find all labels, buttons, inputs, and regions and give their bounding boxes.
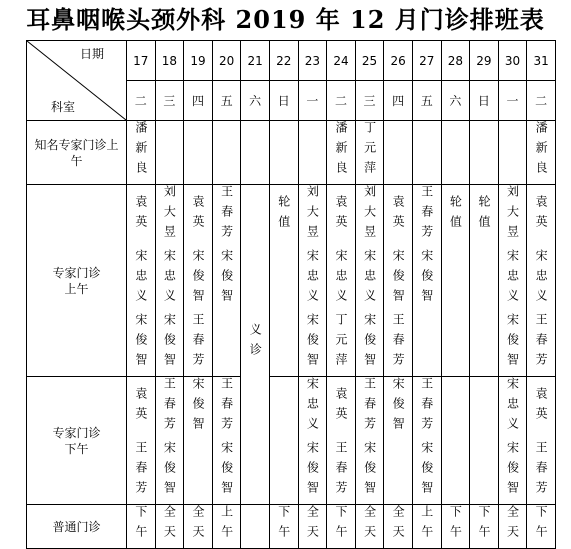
dept-expert-am [27,185,127,377]
weekday-cell [327,81,356,121]
expert-pm-2-cell-text: 王春芳 [534,440,549,501]
expert-am-1-cell [184,185,213,249]
expert-am-2-cell-text: 宋忠义 [162,249,177,309]
weekday-cell [269,81,298,121]
expert-pm-2-cell [470,441,499,505]
general-cell [241,505,270,549]
expert-am-1-cell-text: 刘大昱 [162,185,177,246]
expert-am-2-cell-text: 宋忠义 [362,249,377,309]
expert-am-2-cell-text: 宋忠义 [505,249,520,309]
general-cell [384,505,413,549]
general-cell-text: 全天 [305,505,320,545]
expert-am-2-cell [527,249,556,313]
date-cell: 23 [298,41,327,81]
expert-pm-1-cell [470,377,499,441]
general-cell [212,505,241,549]
expert-pm-1-cell [412,377,441,441]
famous-am-cell [155,121,184,185]
expert-am-1-cell-text: 袁英 [333,195,348,236]
expert-pm-1-cell-text: 袁英 [133,387,148,428]
famous-am-cell-text: 潘新良 [133,121,148,181]
weekday-text: 日 [477,93,490,108]
weekday-text: 五 [420,93,433,108]
date-cell: 19 [184,41,213,81]
expert-pm-2-cell [298,441,327,505]
expert-pm-2-cell [498,441,527,505]
weekday-text: 日 [277,93,290,108]
expert-am-1-cell [527,185,556,249]
expert-am-2-cell [184,249,213,313]
expert-pm-2-cell-text: 王春芳 [133,440,148,501]
dept-expert-pm [27,377,127,505]
expert-am-3-cell-text: 丁元萍 [333,312,348,373]
expert-pm-2-cell-text: 宋俊智 [505,440,520,501]
expert-pm-1-cell [327,377,356,441]
expert-pm-2-cell [441,441,470,505]
date-cell: 17 [127,41,156,81]
expert-pm-1-cell-text: 宋俊智 [191,377,205,438]
expert-am-1-cell-text: 刘大昱 [362,185,377,246]
expert-pm-2-cell-text: 王春芳 [333,440,348,501]
weekday-text: 三 [363,93,376,108]
expert-pm-1-cell-text: 宋忠义 [305,377,320,438]
expert-am-1-cell-text: 轮值 [448,195,463,236]
general-cell [269,505,298,549]
general-cell [498,505,527,549]
header-corner [27,41,127,121]
weekday-cell [155,81,184,121]
general-cell [470,505,499,549]
expert-pm-1-cell [384,377,413,441]
expert-am-1-cell [269,185,298,249]
expert-pm-1-cell-text: 王春芳 [219,377,234,438]
weekday-cell [412,81,441,121]
expert-am-2-cell-text: 宋忠义 [333,249,348,309]
weekday-text: 五 [220,93,233,108]
date-row [27,41,556,81]
expert-am-2-cell [441,249,470,313]
weekday-cell [470,81,499,121]
row-general [27,505,556,549]
general-cell-text: 下午 [534,505,549,545]
date-cell: 29 [470,41,499,81]
general-cell-text: 上午 [419,505,434,545]
expert-am-1-cell [498,185,527,249]
expert-am-1-cell-text: 袁英 [534,195,549,236]
expert-pm-1-cell [441,377,470,441]
general-cell-text: 下午 [333,505,348,545]
general-cell-text: 全天 [391,505,406,545]
expert-am-2-cell-text: 宋忠义 [133,249,148,309]
corner-diagonal [27,41,126,120]
expert-am-1-cell [441,185,470,249]
expert-am-3-cell-text: 王春芳 [191,312,205,373]
expert-am-3-cell-text: 宋俊智 [305,312,320,373]
expert-am-1-cell [212,185,241,249]
general-cell-text: 全天 [162,505,177,545]
expert-pm-2-cell-text: 宋俊智 [305,440,320,501]
weekday-cell [384,81,413,121]
expert-pm-1-cell [498,377,527,441]
expert-pm-2-cell [327,441,356,505]
weekday-text: 四 [191,93,204,108]
expert-pm-2-cell [155,441,184,505]
general-cell [327,505,356,549]
expert-am-2-cell-text: 宋忠义 [305,249,320,309]
general-cell [527,505,556,549]
expert-am-2-cell-text: 宋俊智 [391,249,406,309]
general-cell [298,505,327,549]
general-cell [355,505,384,549]
famous-am-cell [355,121,384,185]
date-cell: 22 [269,41,298,81]
general-cell-text: 全天 [191,505,205,545]
expert-am-3-cell [384,313,413,377]
weekday-text: 二 [134,93,147,108]
weekday-text: 二 [334,93,347,108]
famous-am-cell [184,121,213,185]
famous-am-cell [441,121,470,185]
general-cell-text: 下午 [476,505,491,545]
date-cell: 24 [327,41,356,81]
expert-pm-2-cell [127,441,156,505]
expert-pm-1-cell-text: 王春芳 [162,377,177,438]
expert-am-3-cell [184,313,213,377]
dept-label: 科室 [51,100,76,114]
expert-am-2-cell [355,249,384,313]
famous-am-cell [298,121,327,185]
weekday-cell [355,81,384,121]
general-cell-text: 下午 [133,505,148,545]
date-cell: 28 [441,41,470,81]
weekday-text: 六 [449,93,462,108]
expert-am-2-cell [127,249,156,313]
expert-pm-1-cell [127,377,156,441]
famous-am-cell [498,121,527,185]
dept-famous-am-label: 知名专家门诊上午 [34,137,119,168]
date-cell: 25 [355,41,384,81]
expert-am-1-cell [412,185,441,249]
famous-am-cell [212,121,241,185]
row-expert-am-1 [27,185,556,249]
general-cell-text: 全天 [505,505,520,545]
expert-am-1-cell-text: 刘大昱 [505,185,520,246]
expert-pm-1-cell [355,377,384,441]
expert-am-1-cell [384,185,413,249]
expert-pm-2-cell-text: 宋俊智 [219,440,234,501]
expert-am-3-cell [441,313,470,377]
famous-am-cell [384,121,413,185]
page-title: 耳鼻咽喉头颈外科 2019 年 12 月门诊排班表 [26,5,545,34]
date-cell: 27 [412,41,441,81]
expert-am-1-cell-text: 袁英 [133,195,148,236]
expert-pm-2-cell [384,441,413,505]
expert-am-1-cell-text: 刘大昱 [305,185,320,246]
dept-famous-am [27,121,127,185]
expert-pm-2-cell [269,441,298,505]
expert-pm-1-cell [155,377,184,441]
date-cell: 20 [212,41,241,81]
expert-am-1-cell [127,185,156,249]
expert-am-2-cell-text: 宋忠义 [534,249,549,309]
expert-am-2-cell [212,249,241,313]
general-cell-text: 全天 [362,505,377,545]
expert-am-3-cell-text: 宋俊智 [133,312,148,373]
expert-pm-1-cell [298,377,327,441]
expert-am-1-cell [155,185,184,249]
expert-am-3-cell-text: 王春芳 [534,312,549,373]
famous-am-cell [269,121,298,185]
weekday-cell [127,81,156,121]
general-cell-text: 下午 [448,505,463,545]
expert-pm-2-cell [212,441,241,505]
general-cell-text: 上午 [219,505,234,545]
expert-am-3-cell [355,313,384,377]
expert-am-2-cell [384,249,413,313]
famous-am-cell [412,121,441,185]
famous-am-cell [470,121,499,185]
expert-am-2-cell [412,249,441,313]
expert-am-2-cell [470,249,499,313]
weekday-text: 一 [306,93,319,108]
weekday-cell [241,81,270,121]
famous-am-cell [527,121,556,185]
expert-pm-1-cell [212,377,241,441]
expert-pm-2-cell [412,441,441,505]
free-clinic-text: 义诊 [248,323,263,363]
expert-am-3-cell-text: 宋俊智 [505,312,520,373]
famous-am-cell [127,121,156,185]
weekday-cell [498,81,527,121]
famous-am-cell-text: 潘新良 [534,121,549,181]
expert-am-1-cell [327,185,356,249]
weekday-cell [212,81,241,121]
general-cell [127,505,156,549]
date-cell: 31 [527,41,556,81]
expert-am-3-cell [155,313,184,377]
famous-am-cell-text: 潘新良 [333,121,348,181]
expert-am-3-cell [127,313,156,377]
expert-pm-1-cell-text: 王春芳 [419,377,434,438]
expert-pm-2-cell [527,441,556,505]
expert-am-3-cell [412,313,441,377]
expert-pm-1-cell-text: 袁英 [333,387,348,428]
dept-expert-pm-label: 专家门诊下午 [52,425,101,456]
free-clinic-cell [241,185,270,505]
expert-am-3-cell [212,313,241,377]
weekday-cell [298,81,327,121]
expert-pm-2-cell [184,441,213,505]
expert-pm-2-cell-text: 宋俊智 [162,440,177,501]
dept-expert-am-label: 专家门诊上午 [52,265,101,296]
weekday-cell [527,81,556,121]
general-cell [155,505,184,549]
expert-am-2-cell [155,249,184,313]
weekday-cell [184,81,213,121]
expert-am-2-cell [298,249,327,313]
expert-am-3-cell-text: 宋俊智 [362,312,377,373]
expert-pm-1-cell [527,377,556,441]
expert-pm-1-cell [269,377,298,441]
expert-am-1-cell [355,185,384,249]
general-cell [184,505,213,549]
expert-am-1-cell-text: 袁英 [191,195,205,236]
row-expert-pm-1 [27,377,556,441]
weekday-cell [441,81,470,121]
expert-am-3-cell [498,313,527,377]
date-cell: 26 [384,41,413,81]
expert-am-2-cell-text: 宋俊智 [191,249,205,309]
expert-pm-1-cell [184,377,213,441]
expert-am-1-cell [298,185,327,249]
dept-general: 普通门诊 [27,505,127,549]
expert-pm-1-cell-text: 宋忠义 [505,377,520,438]
schedule-table [26,40,556,549]
general-cell [441,505,470,549]
expert-am-3-cell [327,313,356,377]
expert-am-2-cell-text: 宋俊智 [219,249,234,309]
expert-am-3-cell-text: 宋俊智 [162,312,177,373]
weekday-text: 六 [249,93,262,108]
expert-am-1-cell-text: 轮值 [476,195,491,236]
expert-am-1-cell-text: 王春芳 [419,185,434,246]
expert-pm-1-cell-text: 袁英 [534,387,549,428]
weekday-text: 三 [163,93,176,108]
expert-am-1-cell [470,185,499,249]
date-cell: 21 [241,41,270,81]
expert-am-2-cell [498,249,527,313]
general-cell [412,505,441,549]
expert-am-1-cell-text: 王春芳 [219,185,234,246]
date-label: 日期 [80,47,105,61]
famous-am-cell [327,121,356,185]
expert-pm-2-cell-text: 宋俊智 [419,440,434,501]
expert-pm-1-cell-text: 宋俊智 [391,377,406,438]
expert-am-2-cell-text: 宋俊智 [419,249,434,309]
expert-am-1-cell-text: 袁英 [391,195,406,236]
weekday-text: 一 [506,93,519,108]
weekday-text: 四 [392,93,405,108]
date-cell: 18 [155,41,184,81]
expert-am-3-cell [470,313,499,377]
famous-am-cell [241,121,270,185]
expert-pm-1-cell-text: 王春芳 [362,377,377,438]
weekday-text: 二 [535,93,548,108]
expert-am-2-cell [327,249,356,313]
famous-am-cell-text: 丁元萍 [362,121,377,181]
date-cell: 30 [498,41,527,81]
expert-am-1-cell-text: 轮值 [276,195,291,236]
expert-am-3-cell [527,313,556,377]
general-cell-text: 下午 [276,505,291,545]
expert-am-3-cell [298,313,327,377]
expert-pm-2-cell-text: 宋俊智 [362,440,377,501]
row-famous-am [27,121,556,185]
expert-am-3-cell-text: 王春芳 [391,312,406,373]
expert-am-3-cell [269,313,298,377]
expert-pm-2-cell [355,441,384,505]
expert-am-2-cell [269,249,298,313]
